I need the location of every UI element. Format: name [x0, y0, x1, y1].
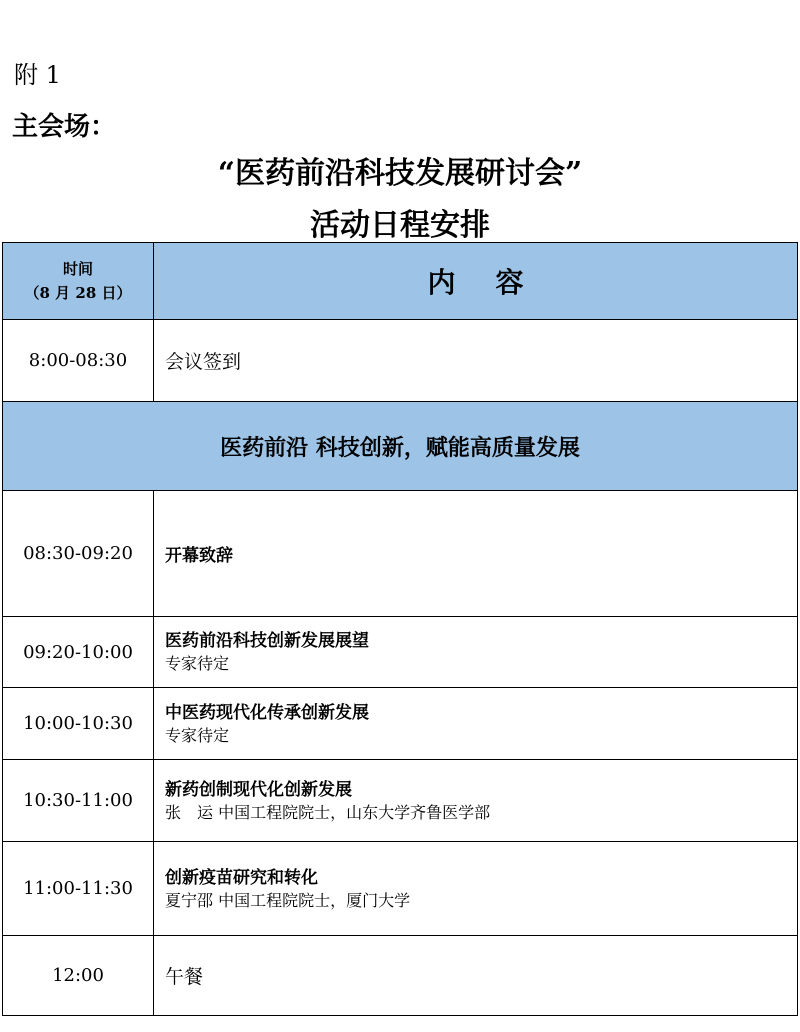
table-row [3, 688, 798, 760]
row-content [154, 936, 798, 1016]
row-speaker: 张 运 中国工程院院士，山东大学齐鲁医学部 [165, 802, 491, 822]
content-column-header [154, 243, 798, 320]
table-row [3, 491, 798, 617]
table-row [3, 320, 798, 402]
event-title: “医药前沿科技发展研讨会” [217, 156, 583, 191]
row-speaker: 专家待定 [165, 654, 230, 673]
row-title: 会议签到 [165, 351, 242, 373]
schedule-subtitle: 活动日程安排 [310, 208, 490, 243]
row-content [154, 688, 798, 760]
row-title: 医药前沿科技创新发展展望 [165, 631, 369, 651]
table-row [3, 617, 798, 688]
row-time: 8:00-08:30 [3, 320, 154, 402]
row-time: 12:00 [3, 936, 154, 1016]
table-row [3, 760, 798, 842]
content-header-label: 内容 [427, 266, 564, 299]
annex-label: 附 1 [14, 61, 61, 89]
time-header-date: （8 月 28 日） [24, 284, 132, 302]
venue-label: 主会场： [12, 112, 117, 142]
row-title: 开幕致辞 [165, 546, 233, 566]
row-time: 10:00-10:30 [3, 688, 154, 760]
row-content [154, 491, 798, 617]
row-title: 创新疫苗研究和转化 [165, 867, 318, 888]
schedule-table [2, 242, 798, 1016]
row-content [154, 320, 798, 402]
table-row [3, 936, 798, 1016]
row-title: 中医药现代化传承创新发展 [165, 702, 369, 723]
row-time: 10:30-11:00 [3, 760, 154, 842]
row-content [154, 842, 798, 936]
row-time: 08:30-09:20 [3, 491, 154, 617]
table-header-row [3, 243, 798, 320]
row-content [154, 617, 798, 688]
row-time: 09:20-10:00 [3, 617, 154, 688]
row-speaker: 夏宁邵 中国工程院院士，厦门大学 [165, 890, 411, 910]
time-header-label: 时间 [62, 260, 93, 278]
row-speaker: 专家待定 [165, 725, 230, 745]
row-content [154, 760, 798, 842]
row-title: 新药创制现代化创新发展 [165, 779, 352, 800]
section-title: 医药前沿 科技创新，赋能高质量发展 [3, 402, 798, 491]
section-row [3, 402, 798, 491]
row-time: 11:00-11:30 [3, 842, 154, 936]
time-column-header [3, 243, 154, 320]
table-row [3, 842, 798, 936]
row-title: 午餐 [165, 966, 204, 988]
